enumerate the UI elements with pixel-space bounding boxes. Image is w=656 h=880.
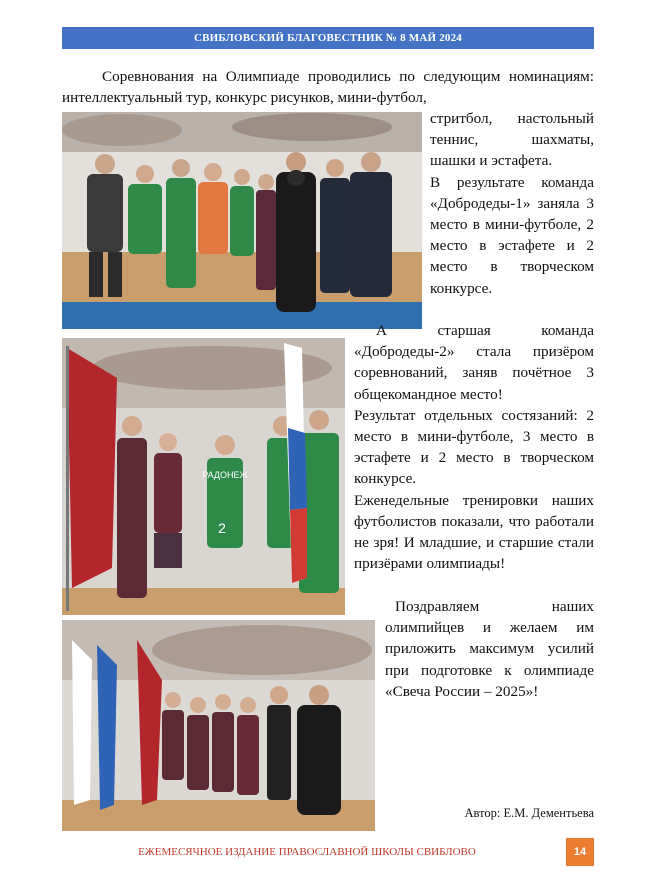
page-number-badge — [566, 838, 594, 866]
article-column-right-2 — [354, 320, 594, 574]
article-text: Соревнования на Олимпиаде проводились по следующим номинациям: интеллектуальный тур, конкурс рисунков, мини-футбол, — [62, 68, 594, 107]
team-photo-gym — [62, 112, 422, 329]
article-text: стритбол, настольный теннис, шахматы, шашки и эстафета. — [430, 110, 594, 170]
footer-text: ЕЖЕМЕСЯЧНОЕ ИЗДАНИЕ ПРАВОСЛАВНОЙ ШКОЛЫ СВИБЛОВО — [138, 846, 476, 858]
jersey-text: РАДОНЕЖ — [202, 470, 248, 480]
group-photo-olympiad — [62, 620, 375, 831]
article-text: А старшая команда «Добродеды-2» стала призёром соревнований, заняв почётное 3 общекомандное место! — [354, 322, 594, 403]
article-paragraph-intro — [62, 66, 594, 108]
jersey-number: 2 — [218, 520, 226, 536]
header-title: СВИБЛОВСКИЙ БЛАГОВЕСТНИК № 8 МАЙ 2024 — [193, 32, 462, 44]
article-text: Результат отдельных состязаний: 2 место в мини-футболе, 3 место в эстафете и 2 место в творческом конкурсе. — [354, 406, 594, 488]
students-with-flags-photo — [62, 338, 345, 615]
page-number: 14 — [573, 846, 587, 858]
article-author: Автор: Е.М. Дементьева — [464, 806, 594, 820]
article-closing — [385, 596, 594, 702]
header-bar — [62, 27, 594, 49]
article-text: Еженедельные тренировки наших футболистов показали, что работали не зря! И младшие, и старшие стали призёрами олимпиады! — [354, 491, 594, 573]
article-text: В результате команда «Добродеды-1» заняла 3 место в мини-футболе, 2 место в эстафете и 2 место в творческом конкурсе. — [430, 173, 594, 297]
article-text: Поздравляем наших олимпийцев и желаем им приложить максимум усилий при подготовке к олимпиаде «Свеча России – 2025»! — [385, 598, 594, 700]
article-column-right-1 — [430, 108, 594, 299]
